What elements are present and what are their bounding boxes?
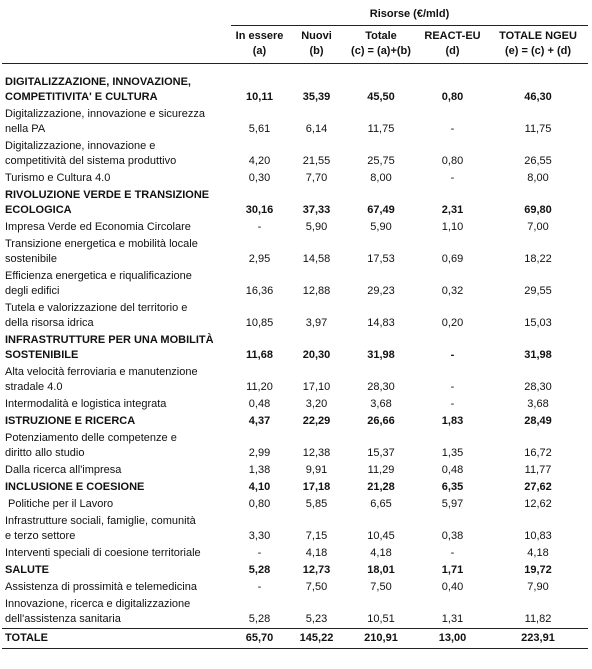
- value-cell: 16,36: [245, 285, 274, 297]
- table-row: [2, 430, 588, 462]
- value-cell: 29,23: [367, 285, 395, 297]
- row-label-line: della risorsa idrica: [5, 317, 94, 329]
- row-label-line: nella PA: [5, 123, 46, 135]
- table-row: [2, 219, 588, 236]
- row-label: [2, 187, 231, 219]
- value-cell: 15,03: [524, 317, 552, 329]
- value-cell: 11,29: [367, 464, 395, 476]
- value-cell: 13,00: [417, 629, 488, 649]
- value-cell: 12,62: [524, 498, 552, 510]
- row-label-line: diritto allo studio: [5, 447, 85, 459]
- row-label-line: e terzo settore: [5, 530, 76, 542]
- value-cell: -: [450, 123, 455, 135]
- value-cell: 1,35: [441, 447, 464, 459]
- value-cell: 31,98: [524, 349, 552, 361]
- column-header-formula: (a): [252, 45, 267, 57]
- row-label-line: INCLUSIONE E COESIONE: [5, 481, 145, 493]
- row-label: [2, 106, 231, 138]
- row-label: [2, 396, 231, 413]
- row-label-line: degli edifici: [5, 285, 60, 297]
- row-label-line: SOSTENIBILE: [5, 349, 79, 361]
- value-cell: 6,65: [370, 498, 392, 510]
- value-cell: 2,31: [441, 204, 464, 216]
- value-cell: -: [257, 221, 262, 233]
- row-label: [2, 364, 231, 396]
- row-label: [2, 513, 231, 545]
- value-cell: 223,91: [488, 629, 588, 649]
- table-row: [2, 396, 588, 413]
- value-cell: -: [257, 581, 262, 593]
- value-cell: 3,68: [527, 398, 549, 410]
- value-cell: 14,83: [367, 317, 395, 329]
- value-cell: 67,49: [367, 204, 395, 216]
- column-header-formula: (b): [309, 45, 324, 57]
- column-header-name: Nuovi: [301, 30, 332, 42]
- table-row: [2, 236, 588, 268]
- table-header: [2, 3, 588, 64]
- value-cell: 6,14: [305, 123, 328, 135]
- value-cell: 11,77: [524, 464, 552, 476]
- row-label: [2, 236, 231, 268]
- row-label-line: Transizione energetica e mobilità locale: [5, 238, 198, 250]
- total-row: [2, 629, 588, 649]
- row-label: [2, 496, 231, 513]
- value-cell: 19,72: [524, 564, 552, 576]
- table-row: [2, 513, 588, 545]
- row-label-line: Interventi speciali di coesione territoriale: [5, 547, 201, 559]
- header-label-cell: [2, 26, 231, 64]
- value-cell: 7,90: [527, 581, 549, 593]
- value-cell: 0,80: [441, 155, 464, 167]
- value-cell: 65,70: [231, 629, 288, 649]
- value-cell: 28,30: [524, 381, 552, 393]
- row-label: [2, 430, 231, 462]
- row-label: [2, 462, 231, 479]
- value-cell: 145,22: [288, 629, 345, 649]
- row-label-line: TOTALE: [5, 632, 48, 644]
- value-cell: 11,20: [246, 381, 273, 393]
- value-cell: -: [450, 349, 455, 361]
- row-label-line: ISTRUZIONE E RICERCA: [5, 415, 136, 427]
- row-label-line: Impresa Verde ed Economia Circolare: [5, 221, 191, 233]
- value-cell: 9,91: [305, 464, 328, 476]
- row-label: [2, 268, 231, 300]
- column-header-name: In essere: [235, 30, 284, 42]
- value-cell: 3,68: [370, 398, 392, 410]
- value-cell: -: [450, 398, 455, 410]
- column-header: [231, 26, 288, 64]
- value-cell: 6,35: [441, 481, 464, 493]
- value-cell: 4,20: [248, 155, 271, 167]
- row-label: [2, 300, 231, 332]
- value-cell: 35,39: [302, 91, 331, 103]
- value-cell: 0,20: [441, 317, 464, 329]
- value-cell: 4,37: [248, 415, 271, 427]
- value-cell: 45,50: [367, 91, 395, 103]
- row-label: [2, 138, 231, 170]
- row-label-line: Efficienza energetica e riqualificazione: [5, 270, 192, 282]
- value-cell: 210,91: [345, 629, 417, 649]
- category-row: [2, 413, 588, 430]
- value-cell: 4,18: [527, 547, 549, 559]
- row-label: [2, 562, 231, 579]
- row-label-line: SALUTE: [5, 564, 49, 576]
- table-row: [2, 268, 588, 300]
- value-cell: 5,23: [305, 613, 328, 625]
- column-header-name: REACT-EU: [424, 30, 481, 42]
- value-cell: 0,80: [248, 498, 271, 510]
- column-header-formula: (c) = (a)+(b): [351, 45, 411, 57]
- row-label-line: Intermodalità e logistica integrata: [5, 398, 167, 410]
- value-cell: 21,55: [302, 155, 331, 167]
- value-cell: 7,50: [370, 581, 392, 593]
- value-cell: 18,01: [367, 564, 395, 576]
- row-label: [2, 413, 231, 430]
- value-cell: 25,75: [367, 155, 395, 167]
- value-cell: 1,31: [441, 613, 464, 625]
- value-cell: 16,72: [524, 447, 552, 459]
- row-label-line: DIGITALIZZAZIONE, INNOVAZIONE,: [5, 76, 191, 88]
- value-cell: 7,50: [305, 581, 328, 593]
- value-cell: 5,61: [248, 123, 271, 135]
- value-cell: 17,18: [302, 481, 331, 493]
- row-label-line: Politiche per il Lavoro: [8, 498, 114, 510]
- table-row: [2, 364, 588, 396]
- row-label: [2, 579, 231, 596]
- value-cell: 2,95: [248, 253, 271, 265]
- value-cell: 3,97: [305, 317, 328, 329]
- value-cell: 10,45: [367, 530, 395, 542]
- value-cell: -: [450, 547, 455, 559]
- table-row: [2, 462, 588, 479]
- table-row: [2, 596, 588, 629]
- value-cell: 2,99: [248, 447, 271, 459]
- value-cell: 5,85: [305, 498, 328, 510]
- value-cell: 8,00: [370, 172, 392, 184]
- value-cell: 1,38: [248, 464, 271, 476]
- value-cell: 11,68: [246, 349, 273, 361]
- value-cell: 8,00: [527, 172, 549, 184]
- row-label: [2, 332, 231, 364]
- value-cell: 17,53: [367, 253, 395, 265]
- row-label-line: Infrastrutture sociali, famiglie, comunità: [5, 515, 196, 527]
- value-cell: 12,73: [302, 564, 331, 576]
- value-cell: 17,10: [302, 381, 331, 393]
- value-cell: 10,51: [367, 613, 395, 625]
- value-cell: 5,28: [248, 613, 271, 625]
- value-cell: 10,83: [524, 530, 552, 542]
- value-cell: 28,30: [367, 381, 395, 393]
- row-label-line: Dalla ricerca all'impresa: [5, 464, 122, 476]
- value-cell: 10,85: [245, 317, 274, 329]
- value-cell: 0,30: [248, 172, 271, 184]
- value-cell: 0,40: [441, 581, 464, 593]
- header-empty-cell: [2, 3, 231, 26]
- value-cell: 0,80: [441, 91, 464, 103]
- value-cell: 0,69: [441, 253, 464, 265]
- column-header: [417, 26, 488, 64]
- table-row: [2, 300, 588, 332]
- row-label-line: Tutela e valorizzazione del territorio e: [5, 302, 188, 314]
- table-row: [2, 545, 588, 562]
- value-cell: 46,30: [524, 91, 552, 103]
- value-cell: 15,37: [367, 447, 395, 459]
- value-cell: 4,10: [248, 481, 271, 493]
- value-cell: -: [450, 381, 455, 393]
- row-label-line: INFRASTRUTTURE PER UNA MOBILITÀ: [5, 334, 214, 346]
- value-cell: 14,58: [302, 253, 331, 265]
- value-cell: 31,98: [367, 349, 395, 361]
- value-cell: 12,38: [302, 447, 331, 459]
- column-header: [288, 26, 345, 64]
- column-header-name: Totale: [365, 30, 397, 42]
- value-cell: 26,66: [367, 415, 395, 427]
- resources-group-header: Risorse (€/mld): [231, 3, 588, 26]
- table-row: [2, 106, 588, 138]
- row-label-line: RIVOLUZIONE VERDE E TRANSIZIONE: [5, 189, 210, 201]
- value-cell: 5,28: [248, 564, 271, 576]
- value-cell: 4,18: [370, 547, 392, 559]
- value-cell: -: [257, 547, 262, 559]
- value-cell: 29,55: [524, 285, 552, 297]
- table-row: [2, 170, 588, 187]
- table-row: [2, 579, 588, 596]
- column-header-name: TOTALE NGEU: [499, 30, 577, 42]
- value-cell: 5,90: [305, 221, 328, 233]
- value-cell: 0,32: [441, 285, 464, 297]
- value-cell: 11,82: [524, 613, 552, 625]
- value-cell: 0,48: [441, 464, 464, 476]
- table-body: [2, 64, 588, 649]
- category-row: [2, 479, 588, 496]
- value-cell: 7,70: [305, 172, 328, 184]
- value-cell: 1,83: [441, 415, 464, 427]
- value-cell: 69,80: [524, 204, 552, 216]
- row-label-line: competitività del sistema produttivo: [5, 155, 177, 167]
- row-label-line: COMPETITIVITA' E CULTURA: [5, 91, 158, 103]
- value-cell: -: [450, 172, 455, 184]
- row-label-line: Potenziamento delle competenze e: [5, 432, 177, 444]
- row-label-line: Digitalizzazione, innovazione e: [5, 140, 156, 152]
- row-label: [2, 74, 231, 106]
- row-label: [2, 479, 231, 496]
- row-label-line: ECOLOGICA: [5, 204, 72, 216]
- value-cell: 18,22: [524, 253, 552, 265]
- column-header-formula: (d): [445, 45, 460, 57]
- value-cell: 37,33: [302, 204, 331, 216]
- row-label-line: sostenibile: [5, 253, 57, 265]
- value-cell: 30,16: [245, 204, 274, 216]
- row-label-line: Digitalizzazione, innovazione e sicurezza: [5, 108, 205, 120]
- value-cell: 27,62: [524, 481, 552, 493]
- value-cell: 11,75: [524, 123, 552, 135]
- value-cell: 7,00: [527, 221, 549, 233]
- value-cell: 12,88: [302, 285, 331, 297]
- value-cell: 5,97: [441, 498, 464, 510]
- row-label: [2, 170, 231, 187]
- value-cell: 20,30: [302, 349, 331, 361]
- column-header-formula: (e) = (c) + (d): [505, 45, 572, 57]
- column-header: [488, 26, 588, 64]
- row-label: [2, 545, 231, 562]
- value-cell: 0,38: [441, 530, 464, 542]
- value-cell: 28,49: [524, 415, 552, 427]
- value-cell: 22,29: [302, 415, 331, 427]
- value-cell: 1,10: [441, 221, 464, 233]
- value-cell: 5,90: [370, 221, 392, 233]
- table-row: [2, 496, 588, 513]
- value-cell: 3,30: [248, 530, 271, 542]
- row-label-line: Assistenza di prossimità e telemedicina: [5, 581, 197, 593]
- value-cell: 0,48: [248, 398, 271, 410]
- value-cell: 21,28: [367, 481, 395, 493]
- row-label: [2, 629, 231, 649]
- row-label-line: Innovazione, ricerca e digitalizzazione: [5, 598, 191, 610]
- row-label-line: stradale 4.0: [5, 381, 63, 393]
- spacer-row: [2, 64, 588, 75]
- value-cell: 4,18: [305, 547, 328, 559]
- value-cell: 7,15: [305, 530, 328, 542]
- value-cell: 26,55: [524, 155, 552, 167]
- row-label: [2, 219, 231, 236]
- category-row: [2, 74, 588, 106]
- row-label-line: dell'assistenza sanitaria: [5, 613, 121, 625]
- value-cell: 3,20: [305, 398, 328, 410]
- category-row: [2, 187, 588, 219]
- row-label-line: Turismo e Cultura 4.0: [5, 172, 111, 184]
- category-row: [2, 562, 588, 579]
- value-cell: 11,75: [367, 123, 395, 135]
- table-row: [2, 138, 588, 170]
- row-label: [2, 596, 231, 629]
- resources-table: [2, 3, 588, 649]
- row-label-line: Alta velocità ferroviaria e manutenzione: [5, 366, 198, 378]
- column-header: [345, 26, 417, 64]
- category-row: [2, 332, 588, 364]
- value-cell: 1,71: [441, 564, 464, 576]
- value-cell: 10,11: [246, 91, 273, 103]
